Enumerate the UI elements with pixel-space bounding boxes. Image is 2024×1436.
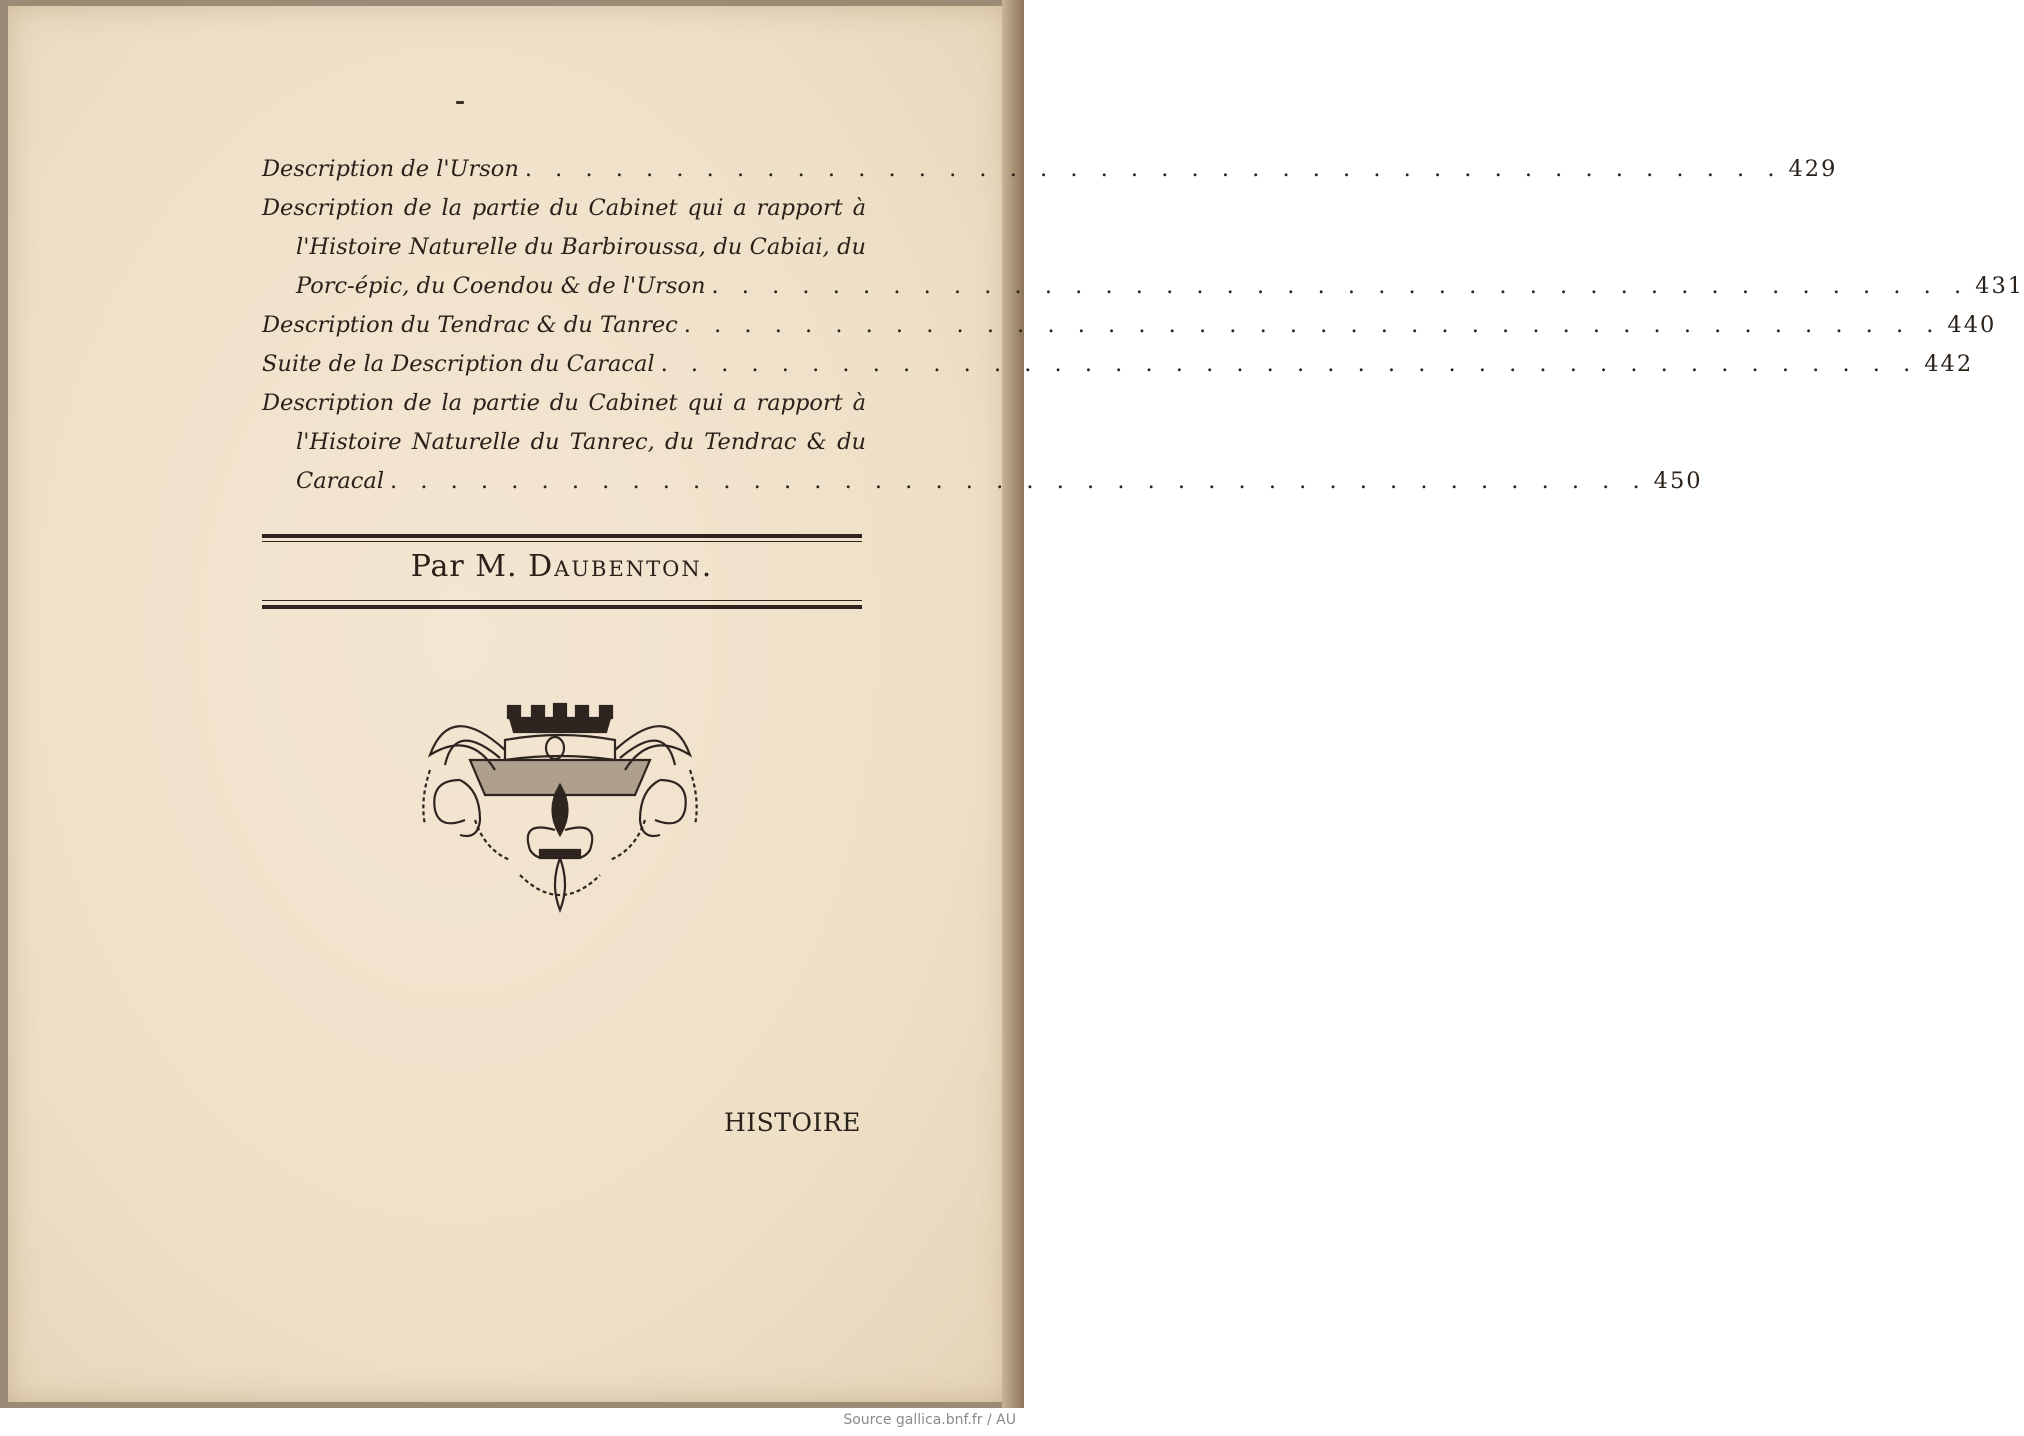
toc-page-number: 450: [1653, 468, 1703, 494]
rule-bottom-thick: [262, 605, 862, 609]
author-prefix: Par M.: [410, 549, 518, 584]
leader-dots: . . . . . . . . . . . . . . . . . . . . . . . . . . . . . . . . . . . . . . . . . .: [524, 156, 1783, 182]
leader-dots: . . . . . . . . . . . . . . . . . . . . . . . . . . . . . . . . . . . . . . . . . .: [390, 468, 1648, 494]
toc-line: [262, 345, 1974, 384]
toc-line: [262, 306, 1997, 345]
rule-bottom-thin: [262, 600, 862, 601]
toc-entry-title: Caracal: [296, 468, 385, 494]
source-credit: Source gallica.bnf.fr / AU: [843, 1412, 1016, 1428]
leader-dots: . . . . . . . . . . . . . . . . . . . . . . . . . . . . . . . . . . . . . . . . . .: [711, 273, 1970, 299]
rule-top-thin: [262, 541, 862, 542]
toc-entry-title: Description de l'Urson: [262, 156, 519, 182]
crowned-fleur-de-lis-ornament-icon: [410, 700, 710, 930]
rule-top-thick: [262, 534, 862, 538]
toc-page-number: 431: [1975, 273, 2024, 299]
toc-page-number: 442: [1924, 351, 1974, 377]
toc-page-number: 429: [1788, 156, 1838, 182]
toc-line: [262, 267, 2024, 306]
toc-line: [262, 462, 1703, 501]
toc-entry: [262, 384, 1703, 501]
page-edge: [1002, 0, 1024, 1408]
toc-entry-title: Suite de la Description du Caracal: [262, 351, 655, 377]
catchword: HISTOIRE: [724, 1108, 861, 1137]
toc-entry: [262, 306, 1997, 345]
toc-entry: [262, 189, 2024, 306]
ink-mark: [456, 101, 464, 104]
toc-entry-title: Porc-épic, du Coendou & de l'Urson: [296, 273, 706, 299]
toc-line: [262, 150, 1838, 189]
toc-entry-title: Description du Tendrac & du Tanrec: [262, 312, 678, 338]
toc-entry: [262, 150, 1838, 189]
leader-dots: . . . . . . . . . . . . . . . . . . . . . . . . . . . . . . . . . . . . . . . . . .: [683, 312, 1942, 338]
author-line: [262, 549, 862, 584]
toc-line: Description de la partie du Cabinet qui a rapport à: [262, 195, 866, 221]
toc-line: Description de la partie du Cabinet qui a rapport à: [262, 390, 866, 416]
table-of-contents: [262, 150, 2024, 501]
leader-dots: . . . . . . . . . . . . . . . . . . . . . . . . . . . . . . . . . . . . . . . . . .: [660, 351, 1919, 377]
author-name: Daubenton.: [528, 549, 714, 584]
toc-entry: [262, 345, 1974, 384]
toc-page-number: 440: [1947, 312, 1997, 338]
toc-line: l'Histoire Naturelle du Barbiroussa, du Cabiai, du: [296, 234, 866, 260]
toc-line: l'Histoire Naturelle du Tanrec, du Tendrac & du: [296, 429, 866, 455]
